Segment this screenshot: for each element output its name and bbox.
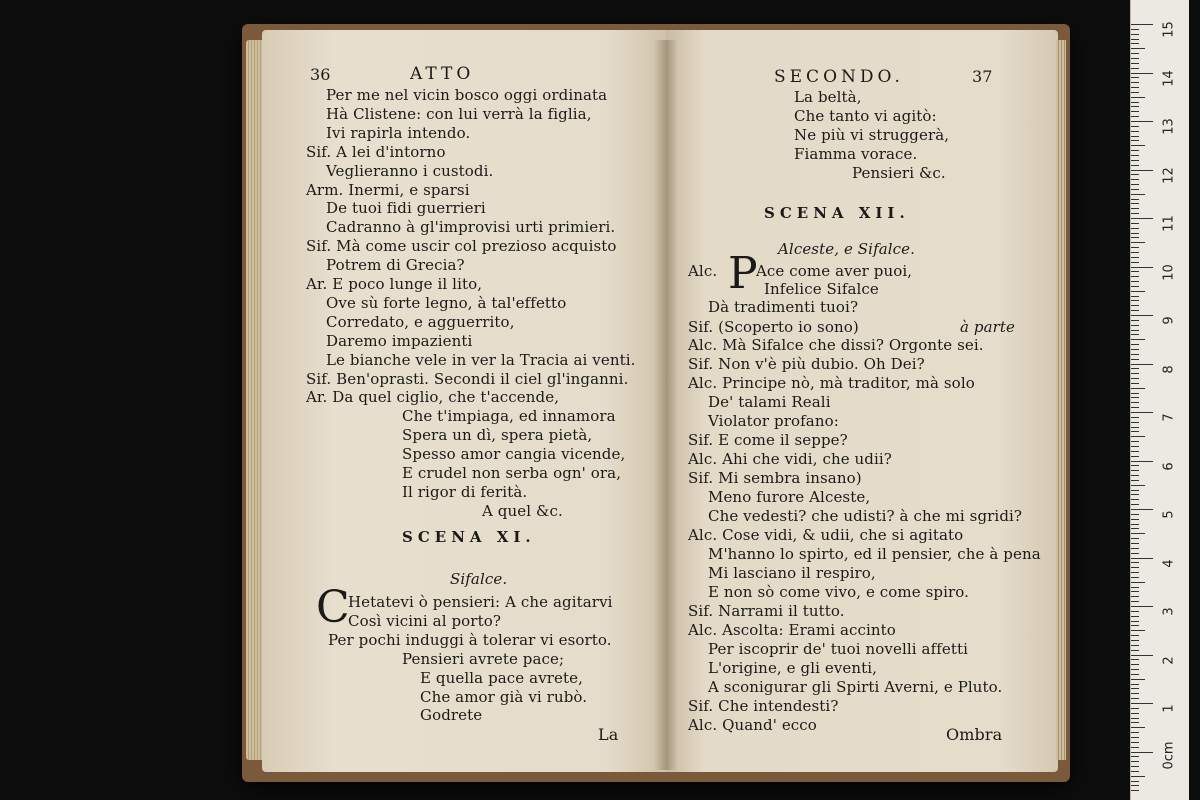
ruler-tick [1131,68,1139,69]
text-line: Così vicini al porto? [348,611,501,630]
ruler-tick [1131,247,1139,248]
ruler-tick [1131,330,1139,331]
ruler-tick [1131,533,1145,534]
ruler-tick [1131,208,1139,209]
ruler-tick [1131,781,1139,782]
ruler-tick [1131,63,1139,64]
text-line: E crudel non serba ogn' ora, [402,464,622,482]
ruler-tick [1131,688,1139,689]
text-line: Alc. Mà Sifalce che dissi? Orgonte sei. [688,336,984,354]
running-head-left: ATTO [410,64,475,84]
speaker-label: Alc. [688,262,718,280]
ruler-tick [1131,538,1139,539]
text-line: Hà Clistene: con lui verrà la figlia, [326,104,592,123]
ruler-tick [1131,407,1139,408]
ruler-tick [1131,494,1139,495]
ruler-number: 12 [1161,166,1177,184]
ruler-tick [1131,34,1139,35]
text-line: Sif. Non v'è più dubio. Oh Dei? [688,355,925,373]
scene-character: Alceste, e Sifalce. [778,240,916,258]
ruler-tick [1131,446,1139,447]
ruler-tick [1131,242,1145,243]
ruler-tick [1131,325,1139,326]
ruler-tick [1131,747,1139,748]
ruler-tick [1131,402,1139,403]
ruler-tick [1131,136,1139,137]
text-line: M'hanno lo spirto, ed il pensier, che à pena [708,545,1041,563]
ruler-tick [1131,422,1139,423]
ruler-number: 11 [1161,215,1177,232]
drop-cap: C [316,582,350,633]
ruler-tick [1131,131,1139,132]
ruler-tick [1131,703,1153,704]
ruler-tick [1131,155,1139,156]
ruler-tick [1131,528,1139,529]
ruler-tick [1131,431,1139,432]
book-gutter [654,40,678,770]
text-line: Ne più vi struggerà, [794,126,950,144]
ruler-tick [1131,790,1139,791]
left-page [262,30,666,772]
text-line: Ar. Da quel ciglio, che t'accende, [306,388,560,407]
ruler-tick [1131,29,1139,30]
ruler-tick [1131,150,1139,151]
ruler-tick [1131,470,1139,471]
ruler-tick [1131,572,1139,573]
ruler-number: 0cm [1161,740,1177,769]
text-line: E quella pace avrete, [420,668,583,687]
measuring-ruler [1130,0,1189,800]
ruler-tick [1131,451,1139,452]
ruler-tick [1131,756,1139,757]
ruler-tick [1131,271,1139,272]
ruler-number: 15 [1161,21,1177,38]
ruler-tick [1131,53,1139,54]
ruler-number: 3 [1161,607,1177,616]
text-line: Ivi rapirla intendo. [326,123,471,142]
text-line: Infelice Sifalce [764,280,879,298]
ruler-tick [1131,315,1153,316]
ruler-tick [1131,766,1139,767]
text-line: Che tanto vi agitò: [794,107,937,125]
ruler-tick [1131,170,1153,171]
text-line: Sif. Che intendesti? [688,697,839,715]
text-line: Che amor già vi rubò. [420,687,588,706]
ruler-tick [1131,373,1139,374]
text-line: Pensieri &c. [852,164,946,182]
ruler-tick [1131,140,1139,141]
catchword: Ombra [946,725,1003,744]
text-line: Spera un dì, spera pietà, [402,426,593,445]
ruler-tick [1131,427,1139,428]
ruler-tick [1131,606,1153,607]
ruler-tick [1131,203,1139,204]
ruler-tick [1131,650,1139,651]
text-line: Sif. Ben'oprasti. Secondi il ciel gl'inganni. [306,369,629,388]
ruler-tick [1131,368,1139,369]
ruler-tick [1131,300,1139,301]
text-line: Corredato, e agguerrito, [326,312,515,331]
ruler-tick [1131,616,1139,617]
scene-heading: SCENA XII. [764,204,910,222]
ruler-tick [1131,752,1153,753]
right-page [666,30,1058,772]
ruler-tick [1131,567,1139,568]
ruler-tick [1131,771,1139,772]
text-line: Sif. Mà come uscir col prezioso acquisto [306,237,617,256]
text-line: A sconigurar gli Spirti Averni, e Pluto. [708,678,1003,696]
ruler-tick [1131,252,1139,253]
ruler-tick [1131,718,1139,719]
text-line: Arm. Inermi, e sparsi [306,180,470,199]
text-line: à parte [960,318,1016,336]
ruler-tick [1131,737,1139,738]
ruler-tick [1131,87,1139,88]
ruler-tick [1131,742,1139,743]
ruler-tick [1131,237,1139,238]
ruler-tick [1131,591,1139,592]
ruler-tick [1131,388,1145,389]
ruler-tick [1131,577,1139,578]
ruler-tick [1131,310,1139,311]
ruler-number: 6 [1161,461,1177,471]
ruler-tick [1131,393,1139,394]
ruler-tick [1131,281,1139,282]
ruler-tick [1131,722,1139,723]
ruler-tick [1131,708,1139,709]
ruler-tick [1131,58,1139,59]
ruler-tick [1131,223,1139,224]
text-line: Ar. E poco lunge il lito, [306,275,483,293]
ruler-tick [1131,509,1153,510]
ruler-tick [1131,257,1139,258]
ruler-tick [1131,334,1139,335]
ruler-tick [1131,562,1139,563]
text-line: Alc. Quand' ecco [688,716,817,734]
ruler-tick [1131,349,1139,350]
ruler-tick [1131,121,1153,122]
ruler-tick [1131,713,1139,714]
text-line: Che vedesti? che udisti? à che mi sgridi? [708,507,1023,525]
text-line: Alc. Cose vidi, & udii, che si agitato [688,526,964,544]
ruler-tick [1131,354,1139,355]
ruler-tick [1131,126,1139,127]
ruler-tick [1131,267,1153,268]
ruler-tick [1131,732,1139,733]
ruler-tick [1131,262,1139,263]
ruler-tick [1131,582,1145,583]
text-line: Alc. Principe nò, mà traditor, mà solo [688,374,975,392]
ruler-tick [1131,514,1139,515]
ruler-tick [1131,684,1139,685]
text-line: L'origine, e gli eventi, [708,659,878,677]
ruler-tick [1131,339,1145,340]
text-line: A quel &c. [482,501,563,520]
ruler-tick [1131,436,1145,437]
text-line: Sif. (Scoperto io sono) [688,318,859,336]
page-number-right: 37 [972,67,993,86]
ruler-number: 13 [1161,118,1177,135]
running-head-right: SECONDO. [774,67,904,87]
ruler-tick [1131,305,1139,306]
ruler-tick [1131,106,1139,107]
ruler-tick [1131,504,1139,505]
ruler-tick [1131,77,1139,78]
ruler-tick [1131,344,1139,345]
text-line: Per pochi induggi à tolerar vi esorto. [328,630,612,649]
text-line: Sif. E come il seppe? [688,431,848,449]
ruler-tick [1131,548,1139,549]
text-line: Le bianche vele in ver la Tracia ai venti. [326,350,636,369]
ruler-tick [1131,199,1139,200]
ruler-tick [1131,145,1145,146]
ruler-tick [1131,655,1153,656]
text-line: Per iscoprir de' tuoi novelli affetti [708,640,969,658]
ruler-tick [1131,48,1145,49]
ruler-tick [1131,82,1139,83]
scene-character: Sifalce. [450,570,508,588]
catchword: La [598,725,619,744]
ruler-tick [1131,490,1139,491]
text-line: Il rigor di ferità. [402,482,528,501]
text-line: Alc. Ascolta: Erami accinto [688,621,896,639]
ruler-tick [1131,587,1139,588]
ruler-tick [1131,184,1139,185]
ruler-tick [1131,320,1139,321]
ruler-tick [1131,475,1139,476]
ruler-tick [1131,645,1139,646]
ruler-tick [1131,179,1139,180]
text-line: Cadranno à gl'improvisi urti primieri. [326,218,616,237]
text-line: Godrete [420,706,483,725]
ruler-tick [1131,160,1139,161]
ruler-tick [1131,397,1139,398]
ruler-tick [1131,43,1139,44]
ruler-tick [1131,596,1139,597]
ruler-tick [1131,640,1139,641]
ruler-tick [1131,97,1145,98]
ruler-number: 2 [1161,655,1177,665]
ruler-number: 4 [1161,558,1177,568]
ruler-tick [1131,480,1139,481]
text-line: Dà tradimenti tuoi? [708,298,859,316]
scene-heading: SCENA XI. [402,528,536,546]
text-line: De' talami Reali [708,393,831,411]
ruler-tick [1131,116,1139,117]
ruler-tick [1131,228,1139,229]
ruler-tick [1131,630,1145,631]
ruler-tick [1131,73,1153,74]
ruler-number: 9 [1161,316,1177,325]
ruler-tick [1131,189,1139,190]
ruler-tick [1131,111,1139,112]
ruler-tick [1131,417,1139,418]
text-line: Sif. Mi sembra insano) [688,469,862,487]
ruler-tick [1131,39,1139,40]
text-line: Daremo impazienti [326,331,473,350]
ruler-number: 8 [1161,364,1177,374]
ruler-tick [1131,693,1139,694]
ruler-tick [1131,621,1139,622]
ruler-number: 10 [1161,263,1177,281]
ruler-tick [1131,456,1139,457]
ruler-tick [1131,412,1153,413]
ruler-tick [1131,519,1139,520]
ruler-tick [1131,276,1139,277]
ruler-tick [1131,553,1139,554]
text-line: Ove sù forte legno, à tal'effetto [326,293,567,312]
ruler-tick [1131,102,1139,103]
ruler-tick [1131,611,1139,612]
ruler-tick [1131,499,1139,500]
text-line: Alc. Ahi che vidi, che udii? [688,450,892,468]
ruler-tick [1131,24,1153,25]
ruler-tick [1131,296,1139,297]
ruler-tick [1131,558,1153,559]
ruler-number: 7 [1161,413,1177,422]
ruler-tick [1131,364,1153,365]
ruler-tick [1131,727,1145,728]
ruler-tick [1131,698,1139,699]
ruler-tick [1131,669,1139,670]
ruler-tick [1131,378,1139,379]
text-line: Pensieri avrete pace; [402,649,565,668]
text-line: Spesso amor cangia vicende, [402,445,626,464]
text-line: Violator profano: [708,412,839,430]
ruler-tick [1131,218,1153,219]
drop-cap: P [728,248,758,299]
ruler-tick [1131,92,1139,93]
page-edges-right [1056,40,1066,760]
ruler-tick [1131,174,1139,175]
text-line: Veglieranno i custodi. [326,161,494,180]
ruler-number: 14 [1161,69,1177,87]
ruler-tick [1131,625,1139,626]
ruler-tick [1131,485,1145,486]
ruler-tick [1131,194,1145,195]
text-line: Fiamma vorace. [794,145,918,163]
ruler-tick [1131,635,1139,636]
ruler-tick [1131,524,1139,525]
ruler-number: 5 [1161,510,1177,519]
ruler-tick [1131,213,1139,214]
text-line: Potrem di Grecia? [326,256,465,275]
ruler-tick [1131,674,1139,675]
text-line: De tuoi fidi guerrieri [326,199,486,218]
ruler-tick [1131,441,1139,442]
text-line: Hetatevi ò pensieri: A che agitarvi [348,593,613,611]
ruler-tick [1131,233,1139,234]
ruler-tick [1131,776,1145,777]
text-line: Ace come aver puoi, [756,262,913,280]
text-line: Che t'impiaga, ed innamora [402,407,616,426]
ruler-tick [1131,359,1139,360]
ruler-number: 1 [1161,704,1177,713]
ruler-tick [1131,761,1139,762]
text-line: E non sò come vivo, e come spiro. [708,583,969,601]
ruler-tick [1131,465,1139,466]
ruler-tick [1131,286,1139,287]
ruler-tick [1131,659,1139,660]
text-line: Per me nel vicin bosco oggi ordinata [326,86,608,104]
ruler-tick [1131,291,1145,292]
ruler-tick [1131,664,1139,665]
ruler-tick [1131,461,1153,462]
ruler-tick [1131,601,1139,602]
ruler-tick [1131,383,1139,384]
ruler-tick [1131,679,1145,680]
ruler-tick [1131,785,1139,786]
text-line: Sif. Narrami il tutto. [688,602,845,620]
text-line: Meno furore Alceste, [708,488,871,506]
text-line: Sif. A lei d'intorno [306,142,446,161]
text-line: Mi lasciano il respiro, [708,564,876,582]
ruler-tick [1131,165,1139,166]
ruler-tick [1131,543,1139,544]
text-line: La beltà, [794,88,862,106]
page-number-left: 36 [310,65,331,84]
